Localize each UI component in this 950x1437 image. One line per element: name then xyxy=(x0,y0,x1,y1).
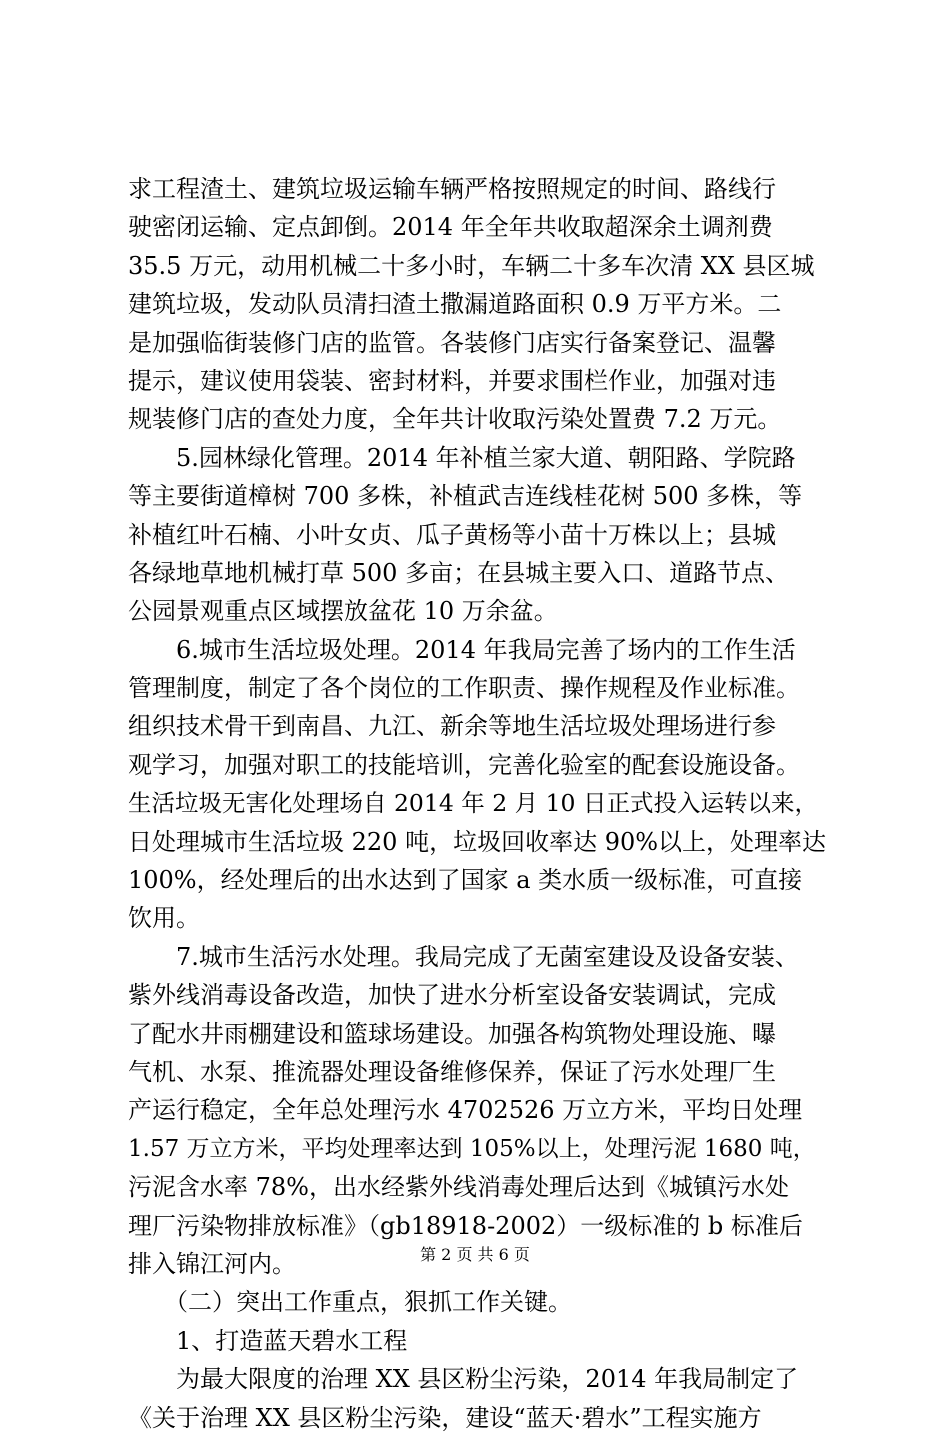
text-line: 100%，经处理后的出水达到了国家 a 类水质一级标准，可直接 xyxy=(128,866,803,895)
text-line: 紫外线消毒设备改造，加快了进水分析室设备安装调试，完成 xyxy=(128,981,776,1010)
text-line: （二）突出工作重点，狠抓工作关键。 xyxy=(128,1288,572,1317)
text-line: 1.57 万立方米，平均处理率达到 105%以上，处理污泥 1680 吨， xyxy=(128,1135,816,1162)
text-line: 建筑垃圾，发动队员清扫渣土撒漏道路面积 0.9 万平方米。二 xyxy=(128,290,782,319)
text-line: 1、打造蓝天碧水工程 xyxy=(128,1326,408,1355)
text-line: 日处理城市生活垃圾 220 吨，垃圾回收率达 90%以上，处理率达 xyxy=(128,827,827,856)
text-line: 35.5 万元，动用机械二十多小时，车辆二十多车次清 XX 县区城 xyxy=(128,251,815,280)
text-line: 污泥含水率 78%，出水经紫外线消毒处理后达到《城镇污水处 xyxy=(128,1173,789,1202)
text-line: 驶密闭运输、定点卸倒。2014 年全年共收取超深余土调剂费 xyxy=(128,213,773,242)
text-line: 观学习，加强对职工的技能培训，完善化验室的配套设施设备。 xyxy=(128,750,800,779)
text-line: 各绿地草地机械打草 500 多亩；在县城主要入口、道路节点、 xyxy=(128,558,790,587)
text-line: 了配水井雨棚建设和篮球场建设。加强各构筑物处理设施、曝 xyxy=(128,1019,776,1048)
text-line: 理厂污染物排放标准》（gb18918-2002）一级标准的 b 标准后 xyxy=(128,1211,803,1240)
text-line: 7.城市生活污水处理。我局完成了无菌室建设及设备安装、 xyxy=(128,942,799,971)
page-footer: 第 2 页 共 6 页 xyxy=(420,1245,530,1264)
text-line: 求工程渣土、建筑垃圾运输车辆严格按照规定的时间、路线行 xyxy=(128,175,776,203)
text-line: 组织技术骨干到南昌、九江、新余等地生活垃圾处理场进行参 xyxy=(128,712,776,741)
text-line: 是加强临街装修门店的监管。各装修门店实行备案登记、温馨 xyxy=(128,328,776,357)
text-line: 补植红叶石楠、小叶女贞、瓜子黄杨等小苗十万株以上；县城 xyxy=(128,520,776,549)
text-line: 提示，建议使用袋装、密封材料，并要求围栏作业，加强对违 xyxy=(128,366,776,395)
text-line: 生活垃圾无害化处理场自 2014 年 2 月 10 日正式投入运转以来， xyxy=(128,789,818,818)
text-line: 管理制度，制定了各个岗位的工作职责、操作规程及作业标准。 xyxy=(128,674,800,703)
text-line: 《关于治理 XX 县区粉尘污染，建设“蓝天·碧水”工程实施方 xyxy=(128,1403,762,1432)
text-line: 5.园林绿化管理。2014 年补植兰家大道、朝阳路、学院路 xyxy=(128,443,796,472)
text-line: 排入锦江河内。 xyxy=(128,1249,296,1278)
text-line: 规装修门店的查处力度，全年共计收取污染处置费 7.2 万元。 xyxy=(128,405,782,434)
text-line: 公园景观重点区域摆放盆花 10 万余盆。 xyxy=(128,597,558,626)
text-line: 为最大限度的治理 XX 县区粉尘污染，2014 年我局制定了 xyxy=(128,1365,799,1394)
text-line: 6.城市生活垃圾处理。2014 年我局完善了场内的工作生活 xyxy=(128,635,796,664)
text-line: 等主要街道樟树 700 多株，补植武吉连线桂花树 500 多株，等 xyxy=(128,482,803,511)
text-line: 饮用。 xyxy=(128,904,200,933)
text-line: 产运行稳定，全年总处理污水 4702526 万立方米，平均日处理 xyxy=(128,1096,803,1125)
text-line: 气机、水泵、推流器处理设备维修保养，保证了污水处理厂生 xyxy=(128,1057,776,1086)
